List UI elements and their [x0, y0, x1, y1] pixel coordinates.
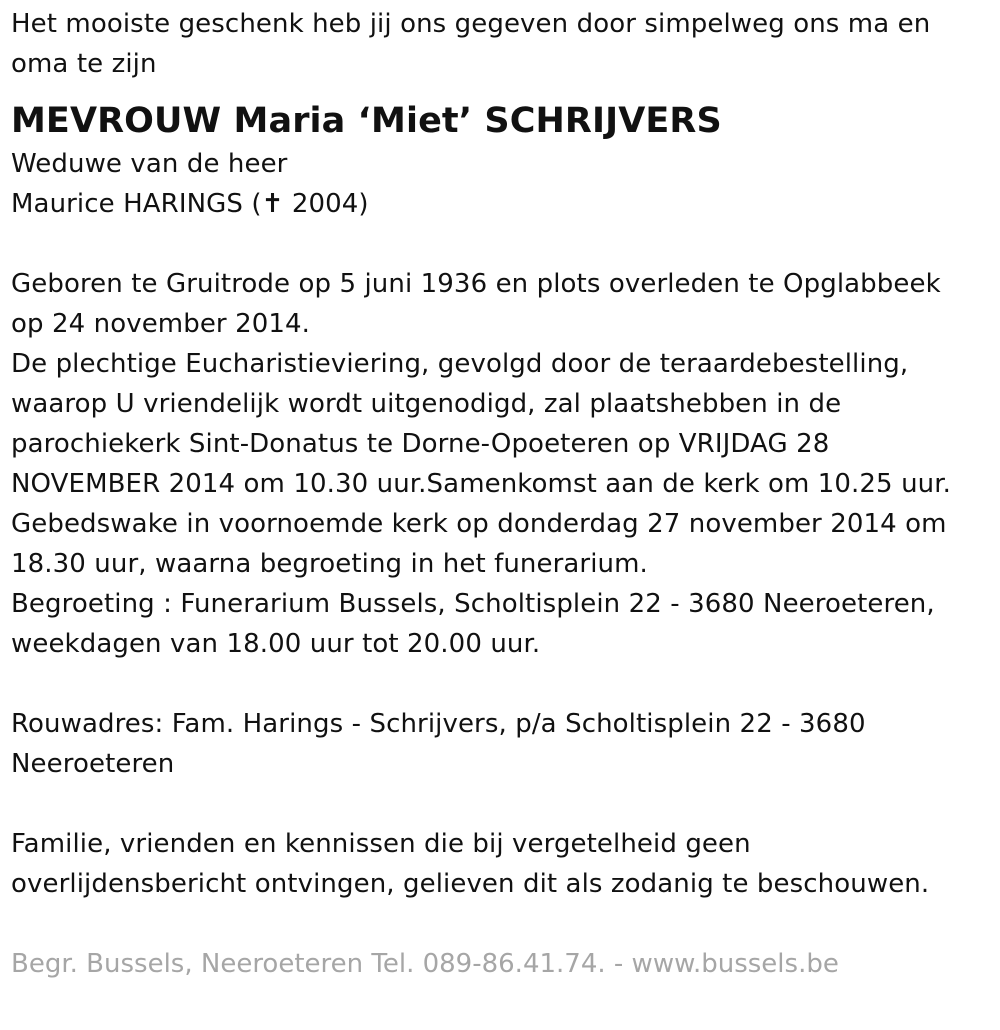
intro-line: oma te zijn: [11, 49, 157, 79]
details-line: 18.30 uur, waarna begroeting in het funerarium.: [11, 549, 648, 579]
details-line: Begroeting : Funerarium Bussels, Scholtisplein 22 - 3680 Neeroeteren,: [11, 589, 935, 619]
intro-quote: [11, 4, 986, 84]
address-line: Rouwadres: Fam. Harings - Schrijvers, p/a Scholtisplein 22 - 3680: [11, 709, 866, 739]
intro-line: Het mooiste geschenk heb jij ons gegeven door simpelweg ons ma en: [11, 9, 931, 39]
mourning-address: [11, 704, 986, 784]
notice-line: overlijdensbericht ontvingen, gelieven dit als zodanig te beschouwen.: [11, 869, 930, 899]
spouse-line: Weduwe van de heer: [11, 149, 288, 179]
funeral-home-footer: Begr. Bussels, Neeroeteren Tel. 089-86.41.74. - www.bussels.be: [11, 949, 839, 979]
details-line: Geboren te Gruitrode op 5 juni 1936 en plots overleden te Opglabbeek: [11, 269, 941, 299]
details-line: De plechtige Eucharistieviering, gevolgd door de teraardebestelling,: [11, 349, 909, 379]
details-line: NOVEMBER 2014 om 10.30 uur.Samenkomst aan de kerk om 10.25 uur.: [11, 469, 951, 499]
spouse-line: Maurice HARINGS (✝ 2004): [11, 189, 369, 219]
details-line: weekdagen van 18.00 uur tot 20.00 uur.: [11, 629, 541, 659]
funeral-details: [11, 264, 986, 664]
spouse-info: [11, 144, 986, 224]
deceased-name: MEVROUW Maria ‘Miet’ SCHRIJVERS: [11, 101, 722, 141]
details-line: parochiekerk Sint-Donatus te Dorne-Opoeteren op VRIJDAG 28: [11, 429, 830, 459]
address-line: Neeroeteren: [11, 749, 175, 779]
notice-paragraph: [11, 824, 986, 904]
details-line: op 24 november 2014.: [11, 309, 311, 339]
notice-line: Familie, vrienden en kennissen die bij vergetelheid geen: [11, 829, 751, 859]
details-line: Gebedswake in voornoemde kerk op donderdag 27 november 2014 om: [11, 509, 947, 539]
details-line: waarop U vriendelijk wordt uitgenodigd, zal plaatshebben in de: [11, 389, 842, 419]
obituary-document: [11, 4, 986, 984]
